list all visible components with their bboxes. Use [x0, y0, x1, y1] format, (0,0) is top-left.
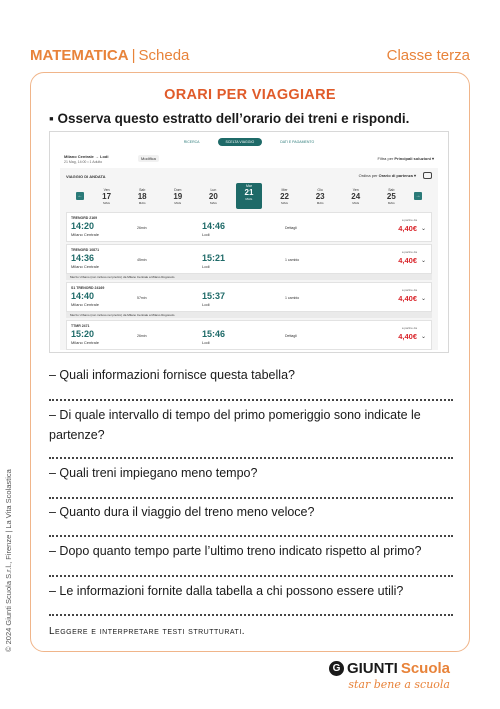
train-info: 1 cambio — [285, 258, 300, 262]
day-number: 21 — [244, 188, 254, 197]
departure-station: Milano Centrale — [71, 232, 100, 237]
day-item — [343, 188, 369, 205]
arrival-station: Lodi — [202, 264, 210, 269]
departure-time: 14:36 — [71, 253, 95, 263]
price-prefix: a partire da — [401, 250, 417, 254]
answer-line — [49, 614, 453, 616]
question-6: – Le informazioni fornite dalla tabella a chi possono essere utili? — [49, 584, 404, 598]
section-title: VIAGGIO DI ANDATA — [66, 174, 106, 179]
train-name: TTMR 2471 — [71, 324, 90, 328]
day-number: 19 — [173, 191, 183, 201]
worksheet-card — [30, 72, 470, 652]
day-week: Ven — [103, 187, 110, 192]
tab-ricerca: RICERCA — [183, 140, 200, 144]
day-month: MAG — [209, 200, 217, 205]
train-name: S1 TRENORD 24169 — [71, 286, 105, 290]
page-header — [30, 44, 470, 66]
train-note: Mezzo Urbano (non incluso nel prezzo) da Milano Centrale a Milano Rogoredo — [66, 312, 432, 318]
giunti-g-icon: G — [329, 661, 344, 676]
day-month: MAG — [352, 200, 360, 205]
day-number: 24 — [351, 191, 361, 201]
day-week: Gio — [317, 187, 323, 192]
arrival-time: 15:21 — [202, 253, 226, 263]
train-row — [66, 244, 432, 274]
day-item-selected — [236, 183, 262, 209]
copyright-text: © 2024 Giunti Scuola S.r.l., Firenze | La Vita Scolastica — [4, 469, 13, 652]
day-month: MAG — [316, 200, 324, 205]
subject-label — [30, 47, 189, 64]
question-4: – Quanto dura il viaggio del treno meno veloce? — [49, 505, 315, 519]
departure-time: 14:20 — [71, 221, 95, 231]
logo-part1: GIUNTI — [346, 660, 398, 677]
day-item — [129, 188, 155, 205]
filter-label: Filtra per — [377, 156, 394, 161]
day-week: Lun — [210, 187, 217, 192]
question-1: – Quali informazioni fornisce questa tabella? — [49, 368, 295, 382]
departure-time: 14:40 — [71, 291, 95, 301]
filter-value: Principali soluzioni ▾ — [394, 156, 434, 161]
sort-value: Orario di partenza ▾ — [378, 173, 416, 178]
price: 4,40€ — [398, 256, 417, 265]
day-number: 18 — [137, 191, 147, 201]
subject-name: MATEMATICA — [30, 46, 129, 64]
next-arrow-icon: → — [415, 193, 421, 199]
train-note: Mezzo Urbano (non incluso nel prezzo) da Milano Centrale a Milano Rogoredo — [66, 274, 432, 280]
train-info: Dettagli — [285, 334, 297, 338]
printer-icon — [423, 172, 432, 179]
chevron-down-icon: ⌄ — [420, 296, 426, 302]
day-week: Sab — [139, 187, 146, 192]
answer-line — [49, 575, 453, 577]
arrival-station: Lodi — [202, 232, 210, 237]
train-list — [66, 212, 432, 352]
day-item — [307, 188, 333, 205]
question-2: – Di quale intervallo di tempo del primo pomeriggio sono indicate le partenze? — [49, 408, 421, 442]
day-month: MAG — [174, 200, 182, 205]
question-3: – Quali treni impiegano meno tempo? — [49, 466, 258, 480]
answer-line — [49, 457, 453, 459]
duration: 26min — [137, 226, 147, 230]
day-item — [165, 188, 191, 205]
price: 4,40€ — [398, 224, 417, 233]
filter-control — [378, 156, 434, 161]
day-number: 23 — [315, 191, 325, 201]
prev-arrow-icon: ← — [77, 193, 83, 199]
train-info: 1 cambio — [285, 296, 300, 300]
departure-time: 15:20 — [71, 329, 95, 339]
route-label: Milano Centrale → Lodi — [64, 154, 109, 159]
skill-label: Leggere e interpretare testi strutturati. — [49, 626, 246, 637]
logo-part2: Scuola — [400, 660, 450, 677]
timetable-screenshot — [49, 131, 449, 353]
answer-line — [49, 399, 453, 401]
departure-station: Milano Centrale — [71, 340, 100, 345]
timetable-tabs — [50, 138, 448, 146]
answer-line — [49, 535, 453, 537]
day-month: MAG — [103, 200, 111, 205]
day-month: MAG — [245, 197, 253, 201]
day-week: Mar — [245, 184, 252, 188]
results-panel — [60, 168, 438, 350]
train-row — [66, 282, 432, 312]
day-month: MAG — [281, 200, 288, 205]
chevron-down-icon: ⌄ — [420, 226, 426, 232]
tab-dati-pagamento: DATI E PAGAMENTO — [280, 140, 315, 144]
answer-line — [49, 497, 453, 499]
day-week: Sab — [388, 187, 395, 192]
arrival-time: 15:37 — [202, 291, 226, 301]
sort-control — [359, 173, 416, 178]
route-date: 21 Mag, 14:00 • 1 Adulto — [64, 160, 103, 164]
price-prefix: a partire da — [401, 326, 417, 330]
question-5: – Dopo quanto tempo parte l’ultimo treno indicato rispetto al primo? — [49, 544, 422, 558]
day-item — [272, 188, 298, 205]
train-info: Dettagli — [285, 226, 297, 230]
day-selector — [76, 184, 422, 208]
day-week: Dom — [174, 187, 182, 192]
day-number: 22 — [280, 191, 290, 201]
day-number: 25 — [386, 191, 396, 201]
day-item — [200, 188, 226, 205]
header-separator: | — [131, 46, 136, 64]
tab-scelta-viaggio: SCELTA VIAGGIO — [218, 138, 263, 146]
chevron-down-icon: ⌄ — [420, 258, 426, 264]
chevron-down-icon: ⌄ — [420, 334, 426, 340]
departure-station: Milano Centrale — [71, 264, 100, 269]
day-item — [94, 188, 120, 205]
day-month: MAG — [387, 200, 395, 205]
price: 4,40€ — [398, 294, 417, 303]
arrival-time: 15:46 — [202, 329, 226, 339]
grade-label: Classe terza — [386, 46, 470, 64]
sort-label: Ordina per — [358, 173, 378, 178]
publisher-logo — [329, 660, 450, 691]
logo-tagline: star bene a scuola — [348, 678, 450, 691]
instruction-text: ▪ Osserva questo estratto dell’orario dei treni e rispondi. — [49, 111, 410, 126]
day-month: MAG — [138, 200, 146, 205]
price: 4,40€ — [398, 332, 417, 341]
modify-button: Modifica — [138, 155, 159, 162]
departure-station: Milano Centrale — [71, 302, 100, 307]
day-number: 20 — [208, 191, 218, 201]
duration: 26min — [137, 334, 147, 338]
train-name: TRENORD 10871 — [71, 248, 100, 252]
sheet-kind: Scheda — [138, 46, 190, 64]
day-number: 17 — [102, 191, 112, 201]
arrival-time: 14:46 — [202, 221, 226, 231]
arrival-station: Lodi — [202, 302, 210, 307]
price-prefix: a partire da — [401, 218, 417, 222]
price-prefix: a partire da — [401, 288, 417, 292]
logo-wordmark — [329, 660, 450, 677]
arrival-station: Lodi — [202, 340, 210, 345]
duration: 45min — [137, 258, 147, 262]
day-week: Mer — [281, 187, 288, 192]
duration: 57min — [137, 296, 147, 300]
day-week: Ven — [352, 187, 359, 192]
train-row — [66, 212, 432, 242]
day-item — [378, 188, 404, 205]
train-row — [66, 320, 432, 350]
page-title: ORARI PER VIAGGIARE — [164, 87, 336, 103]
train-name: TRENORD 2169 — [71, 216, 98, 220]
